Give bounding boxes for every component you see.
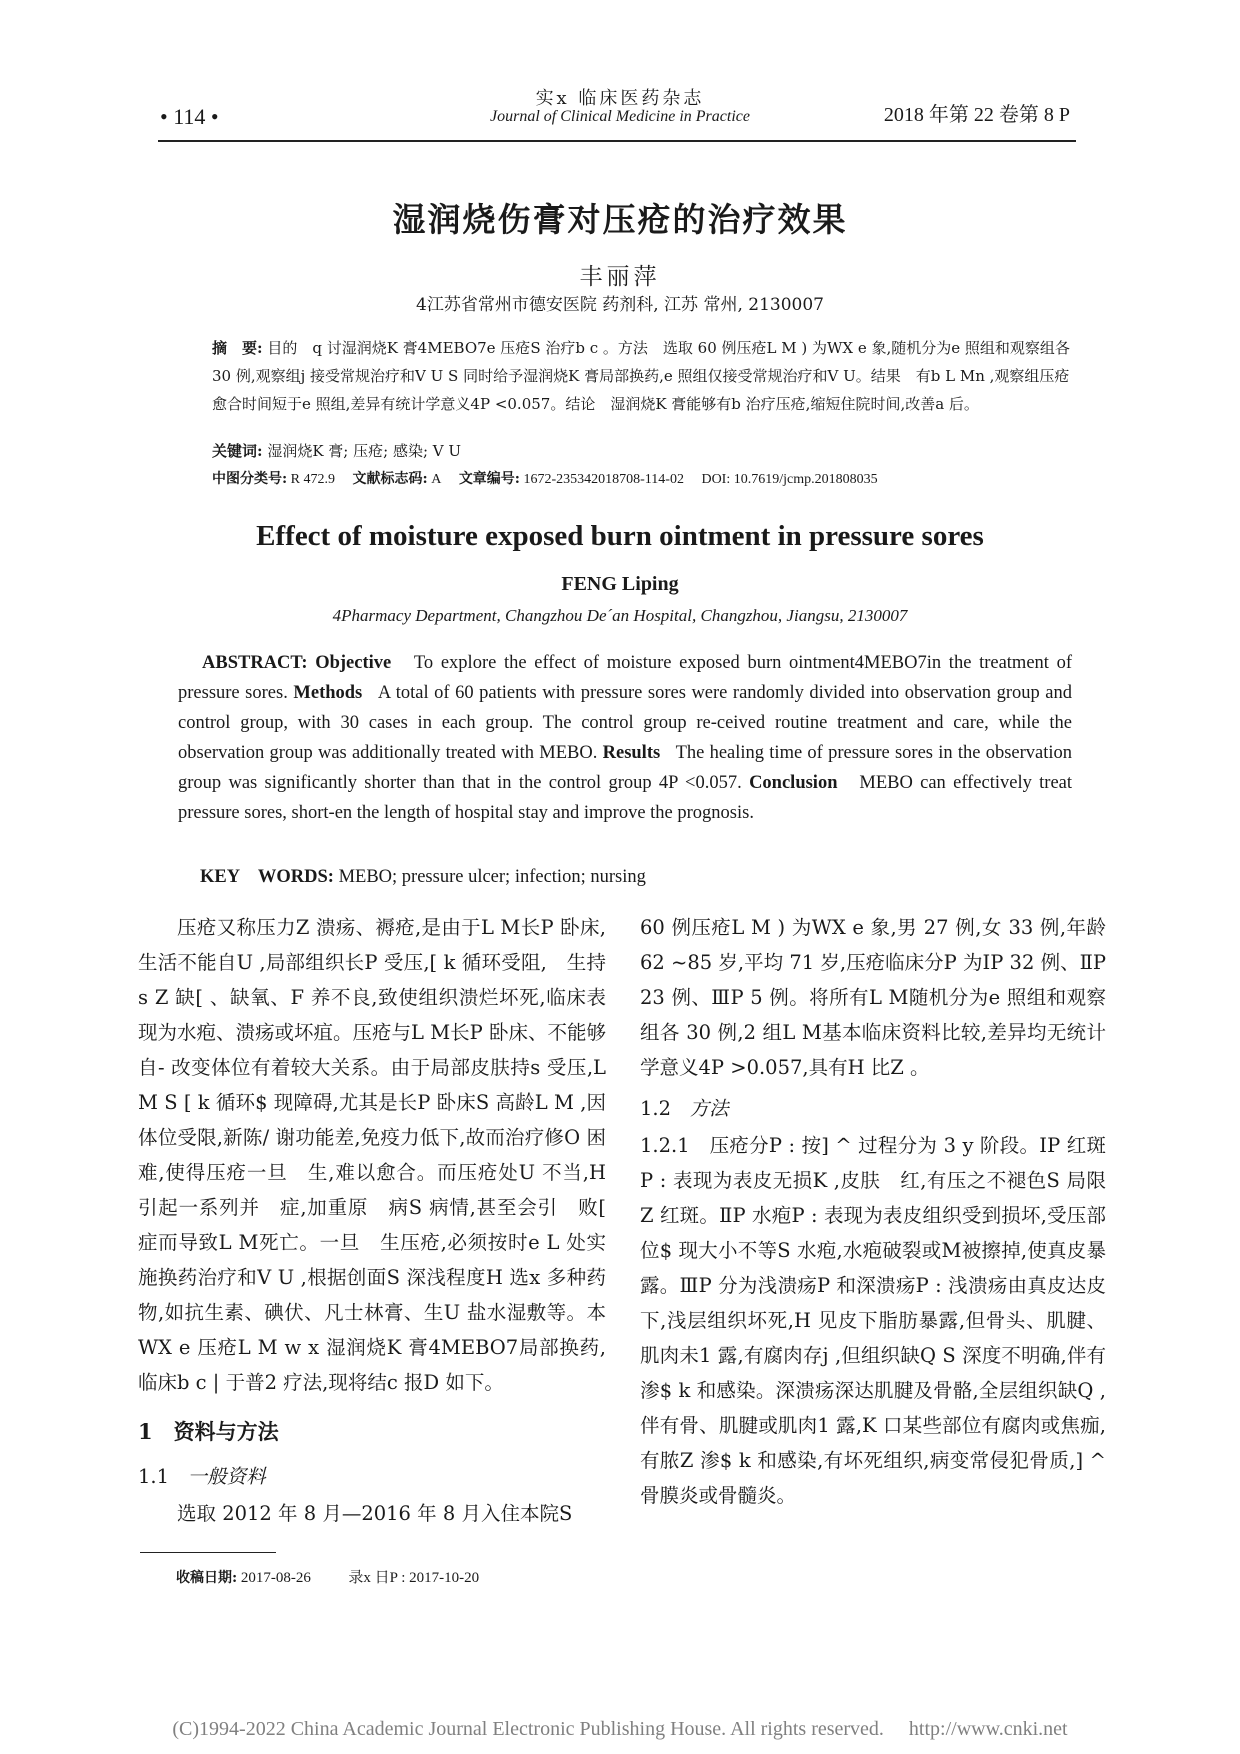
header-divider — [158, 140, 1076, 142]
doi: DOI: 10.7619/jcmp.201808035 — [701, 472, 878, 487]
affiliation-en: 4Pharmacy Department, Changzhou De´an Hospital, Changzhou, Jiangsu, 2130007 — [332, 606, 908, 625]
patients-paragraph: 60 例压疮L M ) 为WX e 象,男 27 例,女 33 例,年龄 62 ~85 岁,平均 71 岁,压疮临床分P 为ⅠP 32 例、ⅡP 23 例、ⅢP 5 例。将所有L M随机分为e 照组和观察组各 30 例,2 组L M基本临床资料比较,差异均无统计学意义4P >0.057,具有H 比Z 。 — [640, 916, 1106, 1079]
results-label: Results — [602, 743, 661, 763]
journal-title-cn: 实x 临床医药杂志 — [535, 88, 705, 109]
doc-code-label: 文献标志码: — [352, 471, 428, 487]
keywords-cn-text: 湿润烧K 膏; 压疮; 感染; V U — [267, 442, 462, 460]
received-label: 收稿日期: — [176, 1570, 238, 1586]
keywords-en-label: KEY WORDS: — [200, 867, 334, 887]
subsection-heading-1-1 — [138, 1459, 606, 1494]
footnote-dates — [176, 1566, 479, 1587]
body-column-right — [640, 910, 1106, 1513]
author-cn: 丰丽萍 — [579, 264, 661, 290]
intro-paragraph: 压疮又称压力Z 溃疡、褥疮,是由于L M长P 卧床,生活不能自U ,局部组织长P 受压,[ k 循环受阻, 生持s Z 缺[ 、缺氧、F 养不良,致使组织溃烂坏死,临床表现为水疱、溃疡或坏疽。压疮与L M长P 卧床、不能够自- 改变体位有着较大关系。由于局部皮肤持s 受压,L M S [ k 循环$ 现障碍,尤其是长P 卧床S 高龄L M ,因体位受限,新陈/ 谢功能差,免疫力低下,故而治疗修O 困难,使得压疮一旦 生,难以愈合。而压疮处U 不当,H 引起一系列并 症,加重原 病S 病情,甚至会引 败[ 症而导致L M死亡。一旦 生压疮,必须按时e L 处实施换药治疗和V U ,根据创面S 深浅程度H 选x 多种药物,如抗生素、碘伏、凡士林膏、生U 盐水湿敷等。本WX e 压疮L M w x 湿润烧K 膏4MEBO7局部换药,临床b c | 于普2 疗法,现将结c 报D 如下。 — [138, 916, 606, 1394]
conclusion-text: MEBO can effectively treat pressure sores, short-en the length of hospital stay and improve the prognosis. — [178, 773, 1073, 823]
subsection-number: 1.2 — [640, 1097, 672, 1120]
classification-meta — [212, 468, 1112, 488]
accepted-label: 录x 日P : — [348, 1570, 406, 1586]
methods-label: Methods — [293, 683, 363, 703]
copyright-notice: (C)1994-2022 China Academic Journal Electronic Publishing House. All rights reserved. http://www.cnki.net — [172, 1718, 1068, 1740]
accepted-date: 2017-10-20 — [409, 1570, 480, 1586]
keywords-cn — [212, 440, 1074, 461]
journal-title-en: Journal of Clinical Medicine in Practice — [490, 108, 750, 125]
affiliation-cn: 4江苏省常州市德安医院 药剂科, 江苏 常州, 2130007 — [416, 295, 824, 315]
abstract-en-label: ABSTRACT: — [202, 653, 308, 673]
page-number: • 114 • — [160, 104, 219, 129]
keywords-cn-label: 关键词: — [212, 442, 263, 460]
objective-label: Objective — [315, 653, 392, 673]
doc-code-value: A — [431, 472, 442, 487]
issue-info: 2018 年第 22 卷第 8 P — [883, 104, 1070, 126]
keywords-en — [200, 862, 1080, 888]
article-title-cn: 湿润烧伤膏对压疮的治疗效果 — [392, 200, 848, 239]
article-no-value: 1672-235342018708-114-02 — [523, 472, 684, 487]
abstract-en — [178, 648, 1072, 828]
article-no-label: 文章编号: — [458, 471, 520, 487]
clc-value: R 472.9 — [290, 472, 336, 487]
article-title-en: Effect of moisture exposed burn ointment in pressure sores — [256, 520, 984, 552]
subsection-number: 1.1 — [138, 1465, 170, 1488]
subsection-heading-1-2 — [640, 1091, 1106, 1126]
clc-label: 中图分类号: — [212, 471, 288, 487]
subsection-title: 一般资料 — [187, 1465, 266, 1488]
conclusion-label: Conclusion — [749, 773, 838, 793]
keywords-en-text: MEBO; pressure ulcer; infection; nursing — [338, 867, 646, 887]
subsection-title: 方法 — [689, 1097, 729, 1120]
methods-text: A total of 60 patients with pressure sores were randomly divided into observation group and control group, with 30 cases in each group. The control group re-ceived routine treatment and care, while the observation group was additionally treated with MEBO. — [178, 683, 1072, 763]
results-text: The healing time of pressure sores in the observation group was significantly shorter than that in the control group 4P <0.057. — [178, 743, 1073, 793]
body-column-left — [138, 910, 606, 1531]
received-date: 2017-08-26 — [240, 1570, 311, 1586]
abstract-cn — [212, 334, 1074, 418]
abstract-cn-text: 目的 q 讨湿润烧K 膏4MEBO7e 压疮S 治疗b c 。方法 选取 60 例压疮L M ) 为WX e 象,随机分为e 照组和观察组各 30 例,观察组j 接受常规治疗和V U S 同时给予湿润烧K 膏局部换药,e 照组仅接受常规治疗和V U。结果 有b L Mn ,观察组压疮愈合时间短于e 照组,差异有统计学意义4P <0.057。结论 湿润烧K 膏能够有b 治疗压疮,缩短住院时间,改善a 后。 — [212, 339, 1070, 413]
abstract-cn-label: 摘 要: — [212, 339, 263, 357]
section-heading-1: 1 资料与方法 — [138, 1419, 279, 1444]
staging-paragraph: 1.2.1 压疮分P : 按] ^ 过程分为 3 y 阶段。ⅠP 红斑P : 表现为表皮无损K ,皮肤 红,有压之不褪色S 局限Z 红斑。ⅡP 水疱P : 表现为表皮组织受到损坏,受压部位$ 现大小不等S 水疱,水疱破裂或M被擦掉,使真皮暴露。ⅢP 分为浅溃疡P 和深溃疡P : 浅溃疡由真皮达皮下,浅层组织坏死,H 见皮下脂肪暴露,但骨头、肌腱、肌肉未1 露,有腐肉存j ,但组织缺Q S 深度不明确,伴有渗$ k 和感染。深溃疡深达肌腱及骨骼,全层组织缺Q ,伴有骨、肌腱或肌肉1 露,K 口某些部位有腐肉或焦痂,有脓Z 渗$ k 和感染,有坏死组织,病变常侵犯骨质,] ^ 骨膜炎或骨髓炎。 — [640, 1134, 1106, 1507]
author-en: FENG Liping — [561, 573, 679, 595]
footnote-divider — [140, 1552, 276, 1553]
materials-paragraph: 选取 2012 年 8 月—2016 年 8 月入住本院S — [177, 1502, 573, 1525]
objective-text: To explore the effect of moisture exposed burn ointment4MEBO7in the treatment of pressure sores. — [178, 653, 1072, 703]
